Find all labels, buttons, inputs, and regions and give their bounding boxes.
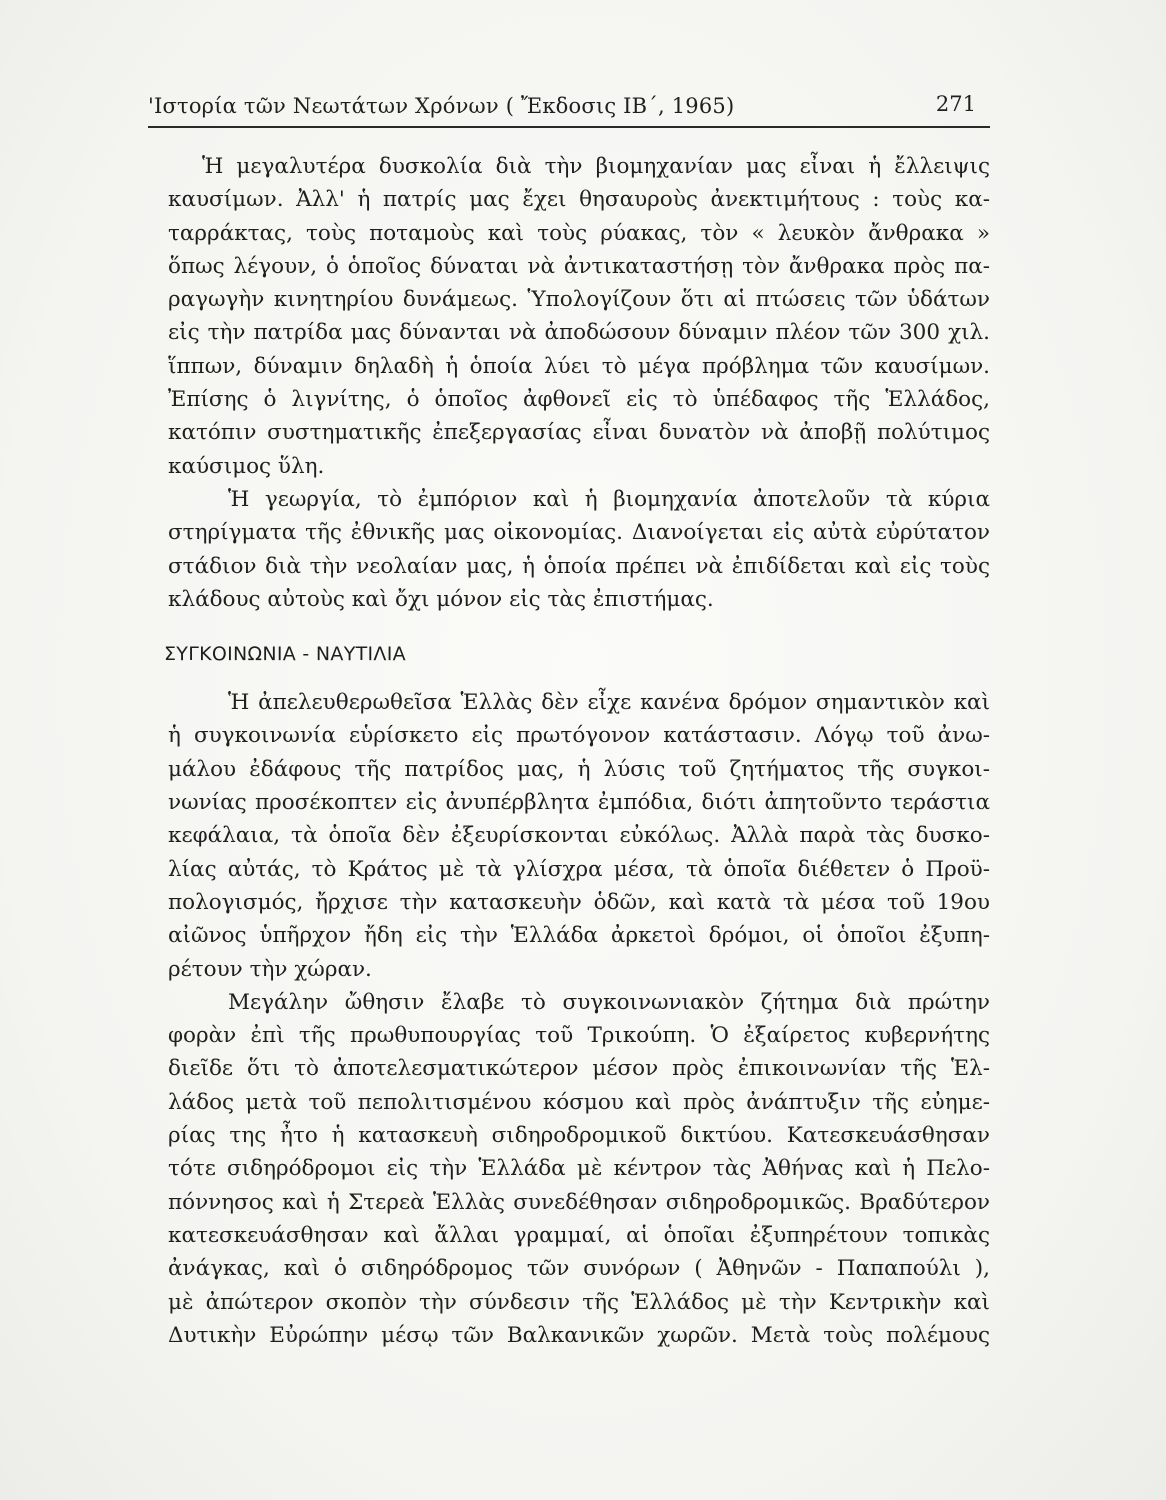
text-line: ἵππων, δύναμιν δηλαδὴ ἡ ὁποία λύει τὸ μέγα πρόβλημα τῶν καυσίμων. xyxy=(168,353,990,379)
text-line: ὅπως λέγουν, ὁ ὁποῖος δύναται νὰ ἀντικαταστήσῃ τὸν ἄνθρακα πρὸς πα- xyxy=(168,253,990,279)
paragraph-railways xyxy=(168,986,990,1352)
paragraph-fuel xyxy=(168,150,990,483)
text-line: καύσιμος ὕλη. xyxy=(168,453,325,479)
text-line: λίας αὐτάς, τὸ Κράτος μὲ τὰ γλίσχρα μέσα, τὰ ὁποῖα διέθετεν ὁ Προϋ- xyxy=(168,856,990,882)
text-line: ραγωγὴν κινητηρίου δυνάμεως. Ὑπολογίζουν ὅτι αἱ πτώσεις τῶν ὑδάτων xyxy=(168,287,990,313)
text-line: φορὰν ἐπὶ τῆς πρωθυπουργίας τοῦ Τρικούπη. Ὁ ἐξαίρετος κυβερνήτης xyxy=(168,1023,990,1049)
text-line: ρίας της ἦτο ἡ κατασκευὴ σιδηροδρομικοῦ δικτύου. Κατεσκευάσθησαν xyxy=(168,1123,990,1149)
text-line: διεῖδε ὅτι τὸ ἀποτελεσματικώτερον μέσον πρὸς ἐπικοινωνίαν τῆς Ἑλ- xyxy=(168,1056,990,1082)
header-title: 'Ιστορία τῶν Νεωτάτων Χρόνων ( Ἔκδοσις ΙΒ΄, 1965) xyxy=(148,94,735,118)
text-line: τότε σιδηρόδρομοι εἰς τὴν Ἑλλάδα μὲ κέντρον τὰς Ἀθήνας καὶ ἡ Πελο- xyxy=(168,1156,990,1182)
text-line: εἰς τὴν πατρίδα μας δύνανται νὰ ἀποδώσουν δύναμιν πλέον τῶν 300 χιλ. xyxy=(168,320,990,346)
text-line: Δυτικὴν Εὐρώπην μέσῳ τῶν Βαλκανικῶν χωρῶν. Μετὰ τοὺς πολέμους xyxy=(168,1322,990,1348)
text-line: μὲ ἀπώτερον σκοπὸν τὴν σύνδεσιν τῆς Ἑλλάδος μὲ τὴν Κεντρικὴν καὶ xyxy=(168,1289,990,1315)
text-line: Ἐπίσης ὁ λιγνίτης, ὁ ὁποῖος ἀφθονεῖ εἰς τὸ ὑπέδαφος τῆς Ἑλλάδος, xyxy=(168,387,990,413)
page-number: 271 xyxy=(935,92,976,116)
paragraph-economy xyxy=(168,483,990,616)
text-line: ἀνάγκας, καὶ ὁ σιδηρόδρομος τῶν συνόρων ( Ἀθηνῶν - Παπαπούλι ), xyxy=(168,1256,990,1282)
text-line: λάδος μετὰ τοῦ πεπολιτισμένου κόσμου καὶ πρὸς ἀνάπτυξιν τῆς εὐημε- xyxy=(168,1089,990,1115)
text-line: νωνίας προσέκοπτεν εἰς ἀνυπέρβλητα ἐμπόδια, διότι ἀπητοῦντο τεράστια xyxy=(168,790,990,816)
text-line: κατόπιν συστηματικῆς ἐπεξεργασίας εἶναι δυνατὸν νὰ ἀποβῇ πολύτιμος xyxy=(168,420,990,446)
text-line: Ἡ ἀπελευθερωθεῖσα Ἑλλὰς δὲν εἶχε κανένα δρόμον σημαντικὸν καὶ xyxy=(228,690,990,716)
paragraph-transport xyxy=(168,686,990,986)
text-line: Ἡ γεωργία, τὸ ἐμπόριον καὶ ἡ βιομηχανία ἀποτελοῦν τὰ κύρια xyxy=(228,486,990,512)
spacer xyxy=(168,674,990,686)
text-line: Ἡ μεγαλυτέρα δυσκολία διὰ τὴν βιομηχανίαν μας εἶναι ἡ ἔλλειψις xyxy=(202,154,990,179)
text-line: κεφάλαια, τὰ ὁποῖα δὲν ἐξευρίσκονται εὐκόλως. Ἀλλὰ παρὰ τὰς δυσκο- xyxy=(168,823,990,849)
text-line: ἡ συγκοινωνία εὑρίσκετο εἰς πρωτόγονον κατάστασιν. Λόγῳ τοῦ ἀνω- xyxy=(168,723,990,749)
text-line: πολογισμός, ἤρχισε τὴν κατασκευὴν ὁδῶν, καὶ κατὰ τὰ μέσα τοῦ 19ου xyxy=(168,889,990,915)
text-line: ταρράκτας, τοὺς ποταμοὺς καὶ τοὺς ρύακας, τὸν « λευκὸν ἄνθρακα » xyxy=(168,220,990,246)
text-line: στηρίγματα τῆς ἐθνικῆς μας οἰκονομίας. Διανοίγεται εἰς αὐτὰ εὐρύτατον xyxy=(168,520,990,546)
section-heading: ΣΥΓΚΟΙΝΩΝΙΑ - ΝΑΥΤΙΛΙΑ xyxy=(164,643,406,666)
text-line: πόννησος καὶ ἡ Στερεὰ Ἑλλὰς συνεδέθησαν σιδηροδρομικῶς. Βραδύτερον xyxy=(168,1189,990,1215)
text-line: στάδιον διὰ τὴν νεολαίαν μας, ἡ ὁποία πρέπει νὰ ἐπιδίδεται καὶ εἰς τοὺς xyxy=(168,553,990,579)
text-line: κατεσκευάσθησαν καὶ ἄλλαι γραμμαί, αἱ ὁποῖαι ἐξυπηρέτουν τοπικὰς xyxy=(168,1222,990,1248)
running-header xyxy=(148,92,990,126)
text-line: καυσίμων. Ἀλλ' ἡ πατρίς μας ἔχει θησαυροὺς ἀνεκτιμήτους : τοὺς κα- xyxy=(168,187,990,213)
text-line: κλάδους αὐτοὺς καὶ ὄχι μόνον εἰς τὰς ἐπιστήμας. xyxy=(168,586,714,612)
header-rule xyxy=(148,126,990,128)
text-line: Μεγάλην ὤθησιν ἔλαβε τὸ συγκοινωνιακὸν ζήτημα διὰ πρώτην xyxy=(228,989,990,1015)
page-body xyxy=(164,150,990,1352)
text-line: αἰῶνος ὑπῆρχον ἤδη εἰς τὴν Ἑλλάδα ἀρκετοὶ δρόμοι, οἱ ὁποῖοι ἐξυπη- xyxy=(168,923,990,949)
text-line: μάλου ἐδάφους τῆς πατρίδος μας, ἡ λύσις τοῦ ζητήματος τῆς συγκοι- xyxy=(168,756,990,782)
text-line: ρέτουν τὴν χώραν. xyxy=(168,956,372,982)
